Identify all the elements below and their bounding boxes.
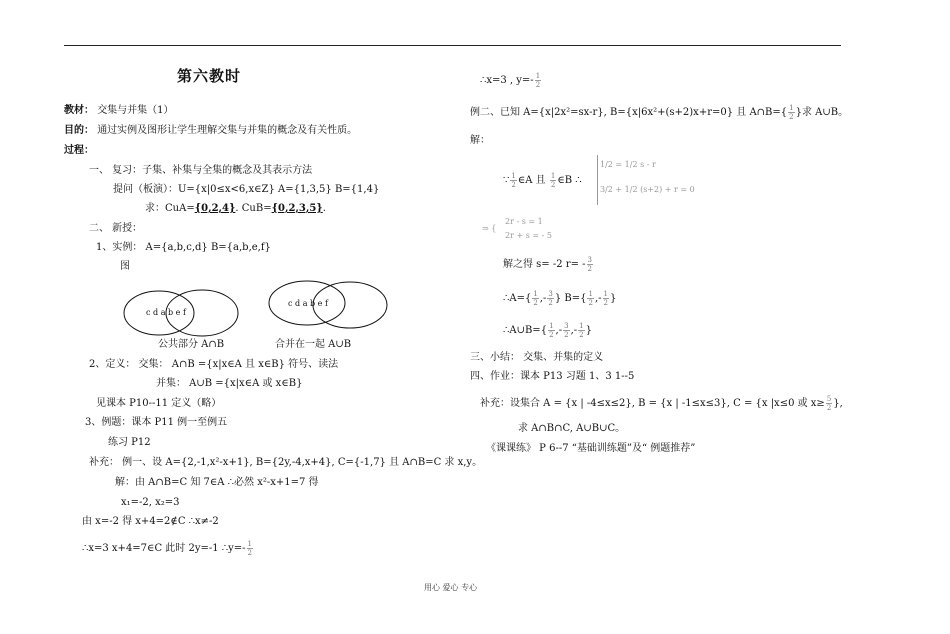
section-review: 一、 复习：子集、补集与全集的概念及其表示方法 bbox=[89, 165, 313, 176]
complement-answer: 求：CuA={0,2,4}. CuB={0,2,3,5}. bbox=[145, 203, 326, 214]
solution-line-3: 由 x=-2 得 x+4=2∉C ∴x≠-2 bbox=[82, 516, 219, 527]
membership-line: ∵ $\frac{1}{2}$ ∈A 且 $\frac{1}{2}$ ∈B ∴ bbox=[503, 172, 582, 189]
fraction-half: $\frac{1}{2}$ bbox=[247, 540, 253, 557]
fraction-half: $\frac{1}{2}$ bbox=[603, 290, 608, 307]
venn-intersection-labels: c d a b e f bbox=[146, 308, 186, 317]
venn-union-labels: c d a b e f bbox=[288, 299, 328, 308]
fraction-half: $\frac{1}{2}$ bbox=[511, 172, 516, 189]
solve-line: 解之得 s= -2 r= - $\frac{3}{2}$ bbox=[503, 256, 592, 273]
equation-4: 2r + s = - 5 bbox=[505, 231, 552, 240]
fraction-three-halves: $\frac{3}{2}$ bbox=[587, 256, 592, 273]
solution-line-4: ∴x=3 x+4=7∈C 此时 2y=-1 ∴y=- $\frac{1}{2}$ bbox=[82, 540, 253, 557]
summary-line: 三、小结： 交集、并集的定义 bbox=[470, 352, 604, 363]
fraction-three-halves: $\frac{3}{2}$ bbox=[548, 290, 553, 307]
fraction-half: $\frac{1}{2}$ bbox=[533, 290, 538, 307]
homework-line: 四、作业：课本 P13 习题 1、3 1--5 bbox=[470, 371, 635, 382]
material-label: 教材： bbox=[64, 105, 94, 116]
header-rule bbox=[64, 45, 841, 46]
equation-1: 1/2 = 1/2 s - r bbox=[600, 160, 656, 169]
practice-line: 练习 P12 bbox=[108, 437, 151, 448]
supplementary-question: 求 A∩B∩C, A∪B∪C。 bbox=[518, 423, 626, 434]
goal-line bbox=[64, 124, 357, 137]
workbook-reference: 《课课练》 P 6--7 “基础训练题”及“ 例题推荐” bbox=[486, 443, 696, 454]
definition-intersection: 2、定义： 交集： A∩B ={x|x∈A 且 x∈B} 符号、读法 bbox=[89, 359, 339, 370]
material-line bbox=[64, 104, 174, 117]
goal-label: 目的： bbox=[64, 125, 94, 136]
cua-answer: {0,2,4} bbox=[194, 203, 236, 214]
equation-2: 3/2 + 1/2 (s+2) + r = 0 bbox=[600, 185, 695, 194]
solution-label: 解： bbox=[470, 135, 490, 146]
fraction-five-halves: $\frac{5}{2}$ bbox=[826, 395, 832, 412]
supplementary-problem: 补充：设集合 A = {x | -4≤x≤2}, B = {x | -1≤x≤3}, C = {x |x≤0 或 x≥ $\frac{5}{2}$ }, bbox=[480, 395, 843, 412]
equation-brace bbox=[597, 155, 598, 205]
review-question: 提问（板演）：U={x|0≤x<6,x∈Z} A={1,3,5} B={1,4} bbox=[113, 184, 380, 195]
union-caption: 合并在一起 A∪B bbox=[275, 339, 352, 350]
example-1: 1、实例： A={a,b,c,d} B={a,b,e,f} bbox=[96, 242, 271, 253]
solution-line-2: x₁=-2, x₂=3 bbox=[121, 497, 180, 508]
fraction-half: $\frac{1}{2}$ bbox=[588, 290, 593, 307]
page-title: 第六教时 bbox=[177, 67, 242, 85]
process-label: 过程： bbox=[64, 145, 94, 156]
set-a-b-line: ∴A={ $\frac{1}{2}$ ,- $\frac{3}{2}$ } B={ $\frac{1}{2}$ ,- $\frac{1}{2}$ } bbox=[503, 290, 617, 307]
textbook-reference: 见课本 P10--11 定义（略） bbox=[96, 398, 222, 409]
example-2: 例二、已知 A={x|2x²=sx-r}, B={x|6x²+(s+2)x+r=0} 且 A∩B={ $\frac{1}{2}$ }求 A∪B。 bbox=[470, 104, 849, 121]
fraction-three-halves: $\frac{3}{2}$ bbox=[564, 322, 569, 339]
union-result-line: ∴A∪B={ $\frac{1}{2}$ ,- $\frac{3}{2}$ ,- $\frac{1}{2}$ } bbox=[503, 322, 592, 339]
figure-label: 图 bbox=[120, 261, 130, 272]
fraction-half: $\frac{1}{2}$ bbox=[550, 172, 556, 189]
fraction-half: $\frac{1}{2}$ bbox=[535, 72, 541, 89]
fraction-half: $\frac{1}{2}$ bbox=[579, 322, 584, 339]
supplementary-example: 补充： 例一、设 A={2,-1,x²-x+1}, B={2y,-4,x+4}, C={-1,7} 且 A∩B=C 求 x,y。 bbox=[89, 457, 483, 468]
implies-brace: ⇒ { bbox=[482, 224, 497, 233]
section-new: 二、 新授： bbox=[89, 223, 143, 234]
definition-union: 并集： A∪B ={x|x∈A 或 x∈B} bbox=[156, 378, 303, 389]
examples-line: 3、例题：课本 P11 例一至例五 bbox=[85, 417, 228, 428]
fraction-half: $\frac{1}{2}$ bbox=[789, 104, 794, 121]
fraction-half: $\frac{1}{2}$ bbox=[549, 322, 554, 339]
material-text: 交集与并集（1） bbox=[97, 105, 174, 116]
cub-answer: {0,2,3,5} bbox=[271, 203, 323, 214]
result-line: ∴x=3 , y=- $\frac{1}{2}$ bbox=[480, 72, 541, 89]
page-footer: 用心 爱心 专心 bbox=[424, 583, 478, 592]
venn-union-diagram bbox=[268, 280, 388, 332]
solution-line-1: 解：由 A∩B=C 知 7∈A ∴必然 x²-x+1=7 得 bbox=[115, 477, 319, 488]
intersection-caption: 公共部分 A∩B bbox=[158, 339, 225, 350]
equation-3: 2r - s = 1 bbox=[505, 217, 543, 226]
goal-text: 通过实例及图形让学生理解交集与并集的概念及有关性质。 bbox=[97, 125, 358, 136]
